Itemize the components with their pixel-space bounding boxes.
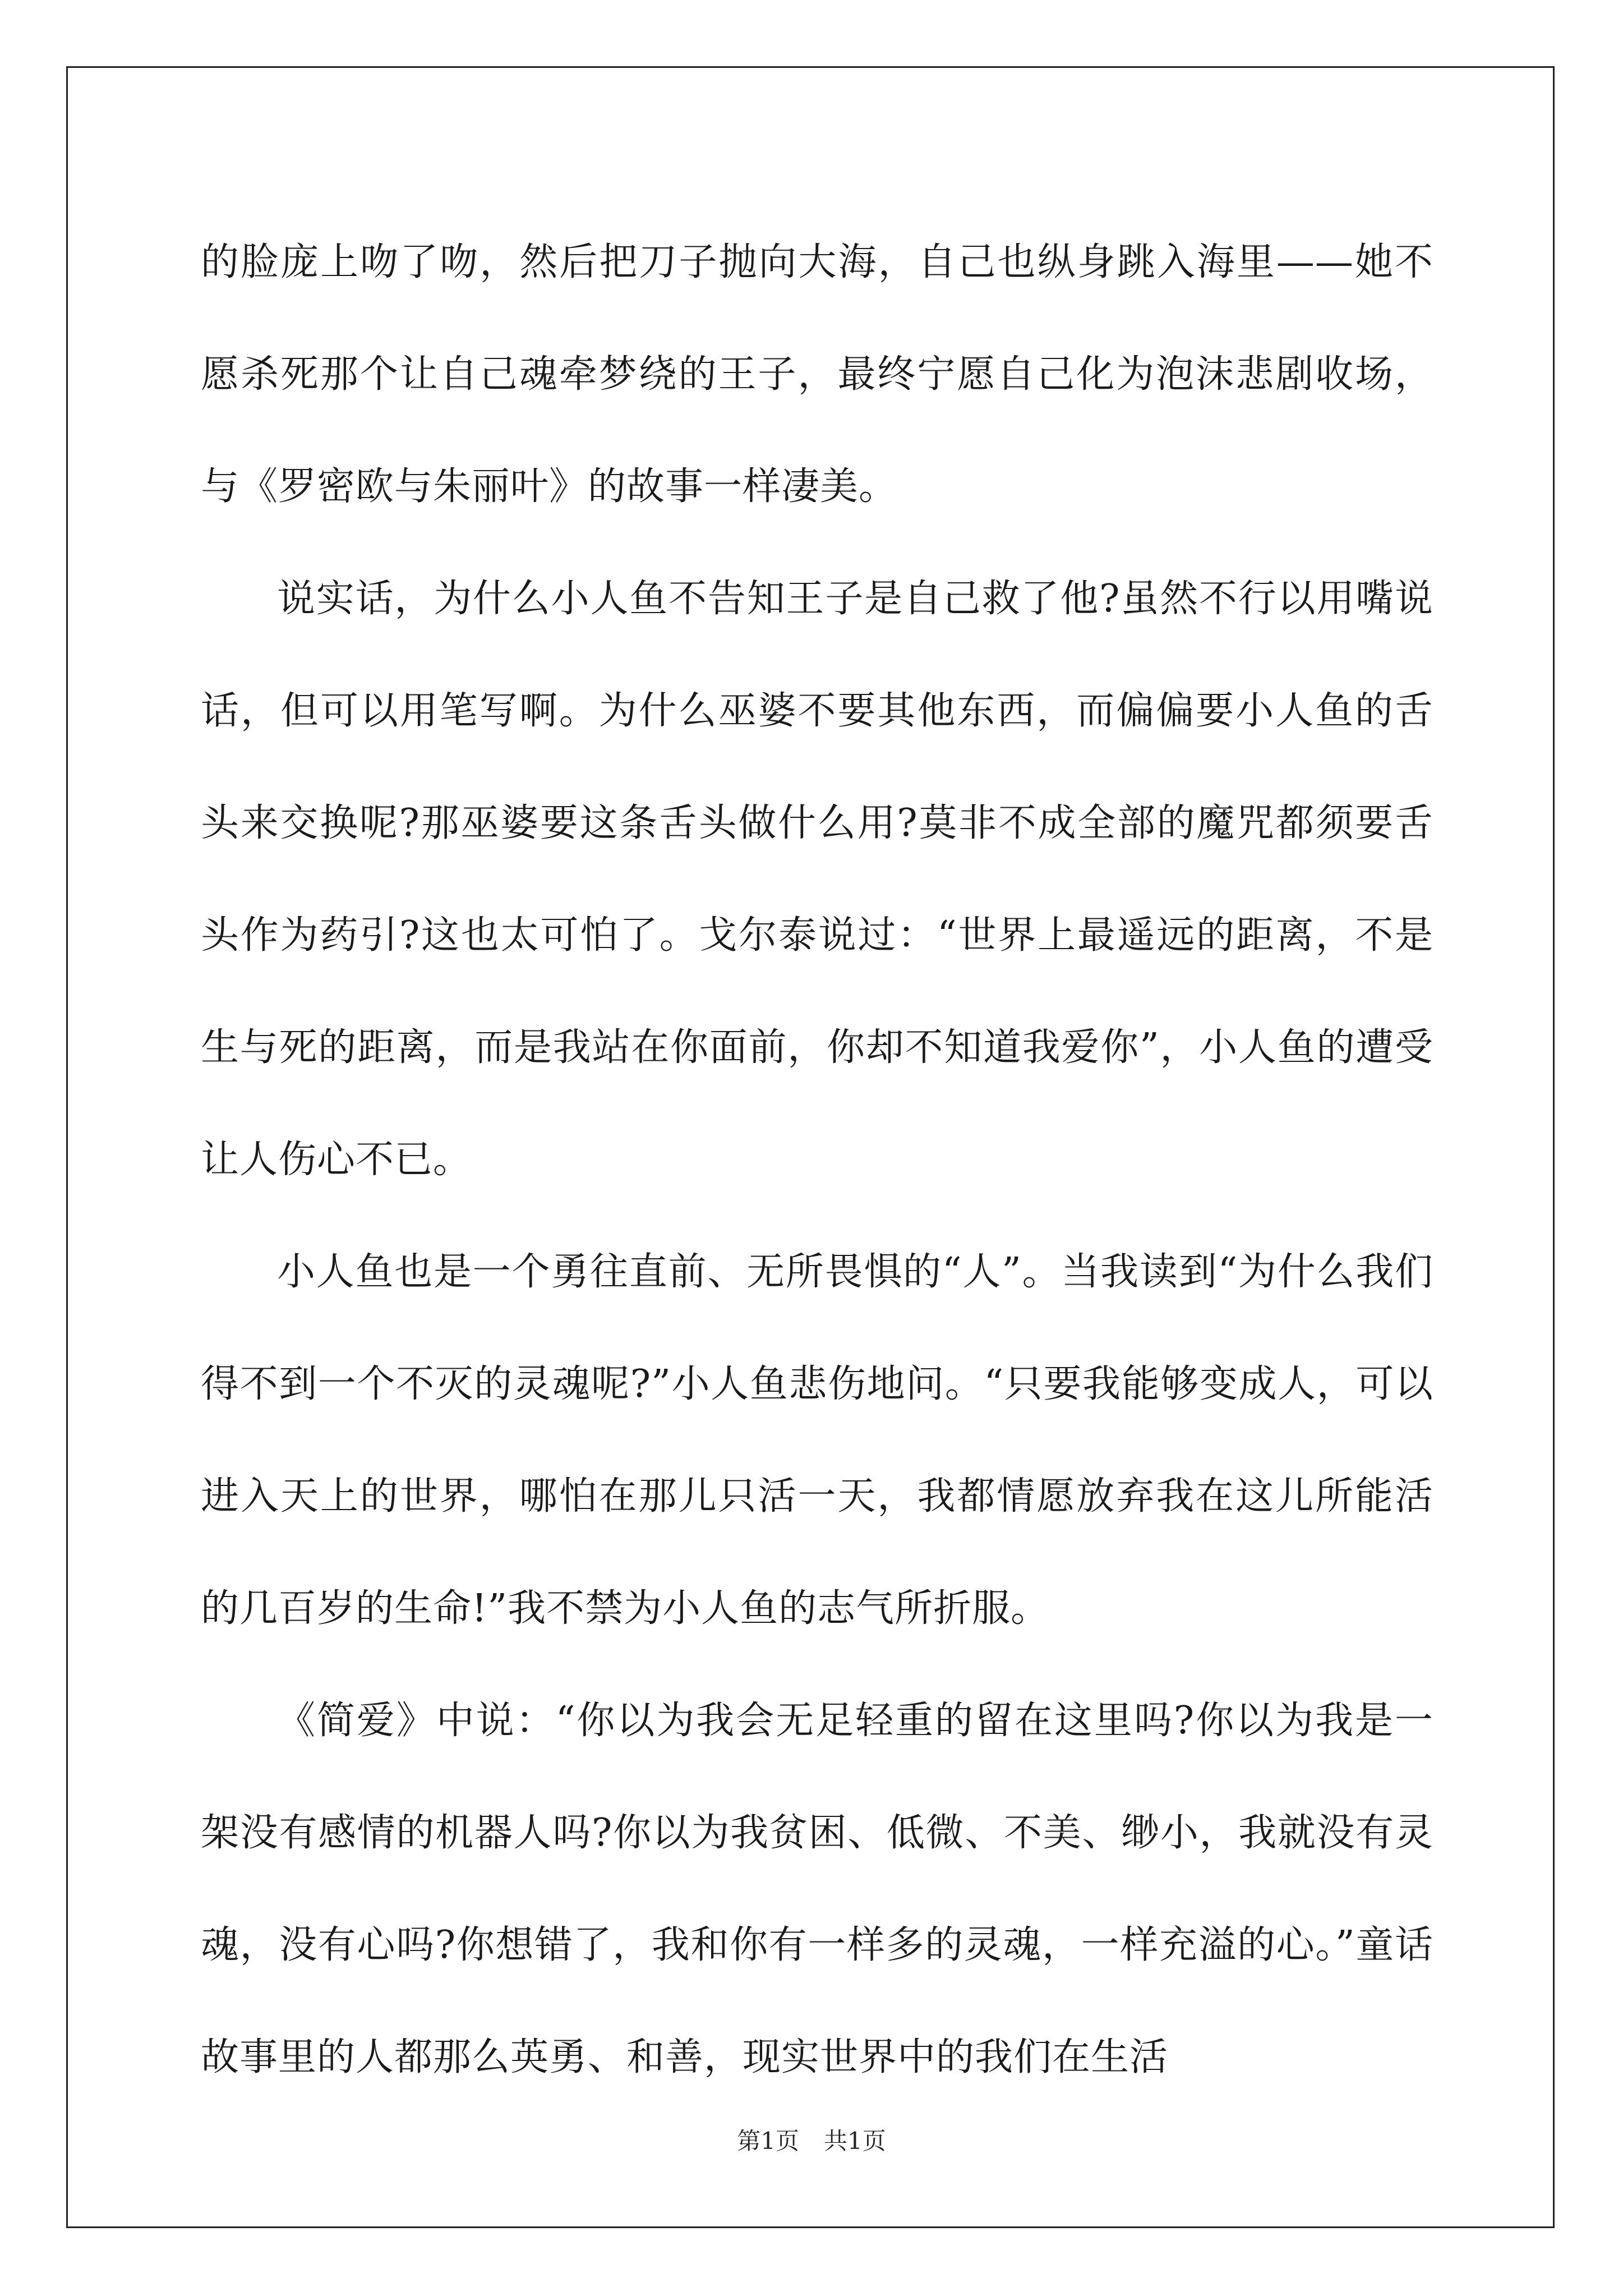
paragraph-1: 的脸庞上吻了吻，然后把刀子抛向大海，自己也纵身跳入海里——她不愿杀死那个让自己魂牵梦绕的王子，最终宁愿自己化为泡沫悲剧收场，与《罗密欧与朱丽叶》的故事一样凄美。 (201, 240, 1433, 509)
document-body (201, 206, 1433, 2114)
page-total: 共1页 (824, 2127, 886, 2155)
page-footer (0, 2123, 1623, 2156)
paragraph-4: 《简爱》中说：“你以为我会无足轻重的留在这里吗?你以为我是一架没有感情的机器人吗?你以为我贫困、低微、不美、缈小，我就没有灵魂，没有心吗?你想错了，我和你有一样多的灵魂，一样充溢的心。”童话故事里的人都那么英勇、和善，现实世界中的我们在生活 (201, 1699, 1433, 2079)
paragraph-2: 说实话，为什么小人鱼不告知王子是自己救了他?虽然不行以用嘴说话，但可以用笔写啊。为什么巫婆不要其他东西，而偏偏要小人鱼的舌头来交换呢?那巫婆要这条舌头做什么用?莫非不成全部的魔咒都须要舌头作为药引?这也太可怕了。戈尔泰说过：“世界上最遥远的距离，不是生与死的距离，而是我站在你面前，你却不知道我爱你”，小人鱼的遭受让人伤心不已。 (201, 577, 1433, 1182)
paragraph-3: 小人鱼也是一个勇往直前、无所畏惧的“人”。当我读到“为什么我们得不到一个不灭的灵魂呢?”小人鱼悲伤地问。“只要我能够变成人，可以进入天上的世界，哪怕在那儿只活一天，我都情愿放弃我在这儿所能活的几百岁的生命!”我不禁为小人鱼的志气所折服。 (201, 1250, 1433, 1631)
page-number: 第1页 (737, 2127, 799, 2155)
